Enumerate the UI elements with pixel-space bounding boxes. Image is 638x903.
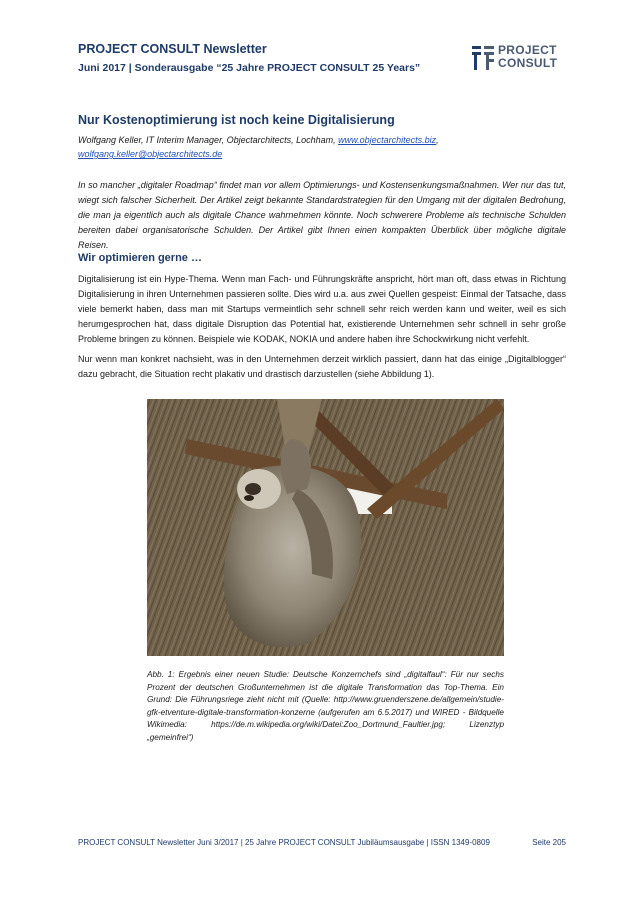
- logo-line2: CONSULT: [498, 56, 558, 70]
- section-heading: Wir optimieren gerne …: [78, 252, 202, 264]
- body-text: [78, 272, 566, 387]
- sloth-photo: [147, 399, 504, 656]
- author-line: [78, 133, 566, 161]
- figure-caption: Abb. 1: Ergebnis einer neuen Studie: Deutsche Konzernchefs sind „digitalfaul“: Für nur sechs Prozent der deutschen Großunternehmen ist die digitale Transformation das Top-Thema. Ein Grund: Die Führungsriege zieht nicht mit (Quelle: http://www.gruenderszene.de/allgemein/studie-gfk-etventure-digitale-transformation-konzerne (aufgerufen am 6.5.2017) und WIRED - Bildquelle Wikimedia: https://de.m.wikipedia.org/wiki/Datei:Zoo_Dortmund_Faultier.jpg; Lizenztyp „gemeinfrei“): [147, 670, 504, 742]
- logo-text: [498, 44, 557, 70]
- logo-line1: PROJECT: [498, 43, 557, 57]
- newsletter-subtitle: Juni 2017 | Sonderausgabe “25 Jahre PROJECT CONSULT 25 Years”: [78, 62, 421, 74]
- email-link[interactable]: wolfgang.keller@objectarchitects.de: [78, 149, 223, 159]
- sloth-illustration: [147, 399, 504, 656]
- newsletter-title: PROJECT CONSULT Newsletter: [78, 42, 267, 56]
- author-text: Wolfgang Keller, IT Interim Manager, Objectarchitects, Lochham,: [78, 135, 339, 145]
- author-separator: ,: [436, 135, 439, 145]
- logo-mark-icon: [472, 46, 494, 70]
- website-link[interactable]: www.objectarchitects.biz: [338, 135, 437, 145]
- footer-issue: PROJECT CONSULT Newsletter Juni 3/2017 | 25 Jahre PROJECT CONSULT Jubiläumsausgabe | ISSN 1349-0809: [78, 838, 490, 847]
- project-consult-logo: [472, 44, 567, 72]
- paragraph: Digitalisierung ist ein Hype-Thema. Wenn man Fach- und Führungskräfte anspricht, hört man oft, dass etwas in Richtung Digitalisierung in ihren Unternehmen passieren sollte. Dies wird u.a. aus zwei Quellen gespeist: Einmal der Tatsache, dass viele bemerkt haben, dass man mit Startups vermeintlich sehr schnell sehr reich werden kann und weiter, weil es sich herumgesprochen hat, dass digitale Disruption das Potential hat, existierende Unternehmen sehr schnell in sehr große Probleme bringen zu können. Beispiele wie KODAK, NOKIA und andere haben ihre Schockwirkung nicht verfehlt.: [78, 274, 566, 344]
- article-title: Nur Kostenoptimierung ist noch keine Digitalisierung: [78, 113, 395, 127]
- paragraph: Nur wenn man konkret nachsieht, was in den Unternehmen derzeit wirklich passiert, dann hat das einige „Digitalblogger“ dazu gebracht, die Situation recht plakativ und drastisch darzustellen (siehe Abbildung 1).: [78, 354, 566, 379]
- page-number: Seite 205: [532, 838, 566, 847]
- intro-paragraph: In so mancher „digitaler Roadmap“ findet man vor allem Optimierungs- und Kostensenkungsmaßnahmen. Wer nur das tut, wiegt sich falscher Sicherheit. Der Artikel zeigt bekannte Standardstrategien für den Umgang mit der digitalen Bedrohung, die man ja eigentlich auch als digitale Chance wahrnehmen könnte. Noch schwerere Probleme als technische Schulden bereiten dabei organisatorische Schulden. Der Artikel gibt Ihnen einen kompakten Überblick über mögliche digitale Reisen.: [78, 180, 566, 250]
